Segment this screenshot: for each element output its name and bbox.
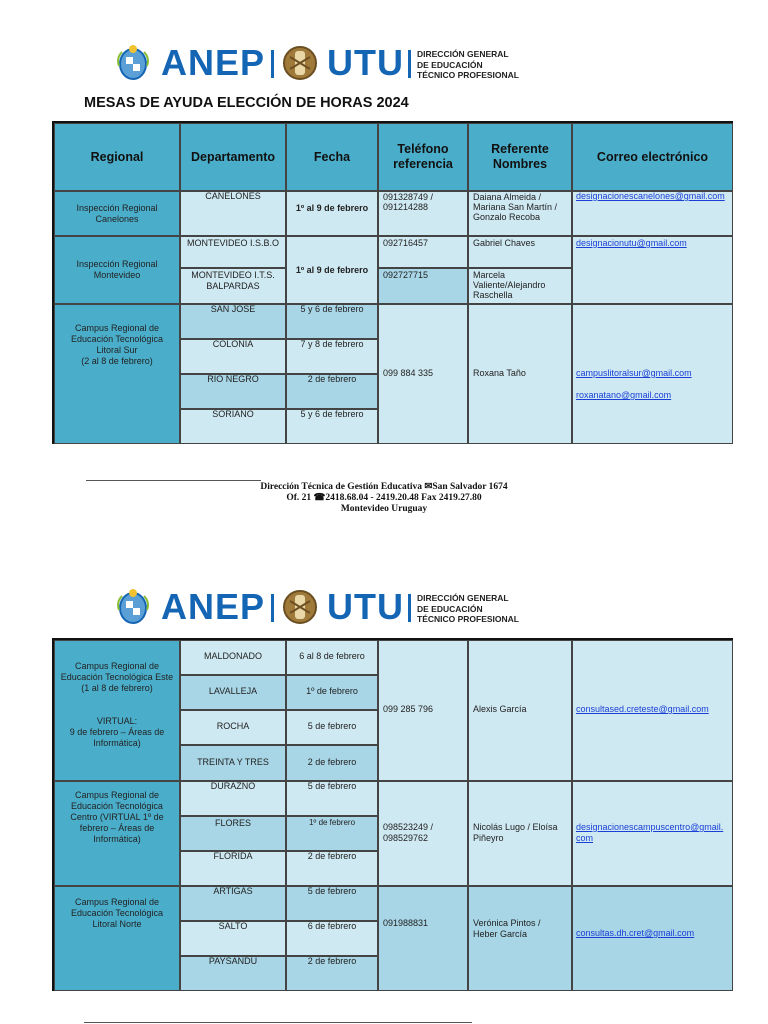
phone-litoral-sur: 099 884 335 [378,304,468,444]
dept-rio-negro: RIO NEGRO [180,374,286,409]
page-header-2 [0,584,768,630]
dept-florida: FLORIDA [180,851,286,886]
col-header-referente: Referente Nombres [468,123,572,191]
dept-montevideo-isbo: MONTEVIDEO I.S.B.O [180,236,286,268]
date-florida: 2 de febrero [286,851,378,886]
email-este[interactable]: consultased.creteste@gmail.com [572,640,733,781]
dept-durazno: DURAZNO [180,781,286,816]
dept-lavalleja: LAVALLEJA [180,675,286,710]
region-litoral-sur: Campus Regional de Educación Tecnológica Litoral Sur (2 al 8 de febrero) [54,304,180,444]
region-montevideo: Inspección Regional Montevideo [54,236,180,304]
dept-treinta-y-tres: TREINTA Y TRES [180,745,286,781]
email-litoral-sur-cell [572,304,733,444]
names-litoral-sur: Roxana Taño [468,304,572,444]
help-desk-table-1 [52,121,733,444]
names-este: Alexis García [468,640,572,781]
region-centro: Campus Regional de Educación Tecnológica Centro (VIRTUAL 1º de febrero – Áreas de Informática) [54,781,180,886]
date-treinta-y-tres: 2 de febrero [286,745,378,781]
dept-flores: FLORES [180,816,286,851]
col-header-telefono: Teléfono referencia [378,123,468,191]
email-litoral-sur[interactable]: campuslitoralsur@gmail.com [576,368,692,378]
utu-logo-text: UTU [327,586,404,627]
date-durazno: 5 de febrero [286,781,378,816]
region-canelones: Inspección Regional Canelones [54,191,180,236]
region-este: Campus Regional de Educación Tecnológica Este (1 al 8 de febrero) VIRTUAL: 9 de febrero – Áreas de Informática) [54,640,180,781]
date-rocha: 5 de febrero [286,710,378,745]
date-artigas: 5 de febrero [286,886,378,921]
names-montevideo-1: Gabriel Chaves [468,236,572,268]
date-lavalleja: 1º de febrero [286,675,378,710]
date-montevideo: 1º al 9 de febrero [286,236,378,304]
anep-logo-text: ANEP [161,42,266,83]
phone-centro: 098523249 / 098529762 [378,781,468,886]
phone-litoral-norte: 091988831 [378,886,468,991]
date-canelones: 1º al 9 de febrero [286,191,378,236]
phone-este: 099 285 796 [378,640,468,781]
email-canelones[interactable]: designacionescanelones@gmail.com [572,191,733,236]
phone-montevideo-1: 092716457 [378,236,468,268]
logo-divider [271,50,274,78]
date-flores: 1º de febrero [286,816,378,851]
utu-logo-text: UTU [327,42,404,83]
document-title: MESAS DE AYUDA ELECCIÓN DE HORAS 2024 [84,95,409,111]
page-header [0,40,768,86]
logo-divider [408,594,411,622]
uruguay-seal-icon [116,44,150,82]
date-san-jose: 5 y 6 de febrero [286,304,378,339]
uruguay-seal-icon [116,588,150,626]
dept-montevideo-its: MONTEVIDEO I.T.S. BALPARDAS [180,268,286,304]
email-roxana[interactable]: roxanatano@gmail.com [576,390,672,400]
date-maldonado: 6 al 8 de febrero [286,640,378,675]
col-header-fecha: Fecha [286,123,378,191]
phone-canelones: 091328749 / 091214288 [378,191,468,236]
dept-maldonado: MALDONADO [180,640,286,675]
names-montevideo-2: Marcela Valiente/Alejandro Raschella [468,268,572,304]
col-header-regional: Regional [54,123,180,191]
dept-canelones: CANELONES [180,191,286,236]
dept-soriano: SORIANO [180,409,286,444]
page-footer: Dirección Técnica de Gestión Educativa ✉San Salvador 1674 Of. 21 ☎2418.68.04 - 2419.20.48 Fax 2419.27.80 Montevideo Uruguay [260,482,508,514]
logo-divider [408,50,411,78]
date-soriano: 5 y 6 de febrero [286,409,378,444]
email-montevideo[interactable]: designacionutu@gmail.com [572,236,733,304]
direccion-general-label: DIRECCIÓN GENERAL DE EDUCACIÓN TÉCNICO PROFESIONAL [417,593,520,624]
col-header-correo: Correo electrónico [572,123,733,191]
dept-colonia: COLONIA [180,339,286,374]
names-litoral-norte: Verónica Pintos / Heber García [468,886,572,991]
direccion-general-label: DIRECCIÓN GENERAL DE EDUCACIÓN TÉCNICO PROFESIONAL [417,49,520,80]
footer-rule-2 [84,1022,472,1023]
names-centro: Nicolás Lugo / Eloísa Piñeyro [468,781,572,886]
region-litoral-norte: Campus Regional de Educación Tecnológica Litoral Norte [54,886,180,991]
footer-rule [86,480,261,481]
names-canelones: Daiana Almeida / Mariana San Martín / Gonzalo Recoba [468,191,572,236]
date-paysandu: 2 de febrero [286,956,378,991]
utu-emblem-icon [282,587,318,627]
dept-san-jose: SAN JOSE [180,304,286,339]
help-desk-table-2 [52,638,733,991]
email-centro[interactable]: designacionescampuscentro@gmail. com [572,781,733,886]
logo-divider [271,594,274,622]
phone-montevideo-2: 092727715 [378,268,468,304]
dept-salto: SALTO [180,921,286,956]
dept-rocha: ROCHA [180,710,286,745]
dept-paysandu: PAYSANDU [180,956,286,991]
dept-artigas: ARTIGAS [180,886,286,921]
date-colonia: 7 y 8 de febrero [286,339,378,374]
date-rio-negro: 2 de febrero [286,374,378,409]
date-salto: 6 de febrero [286,921,378,956]
col-header-departamento: Departamento [180,123,286,191]
utu-emblem-icon [282,43,318,83]
anep-logo-text: ANEP [161,586,266,627]
email-litoral-norte[interactable]: consultas.dh.cret@gmail.com [572,886,733,991]
